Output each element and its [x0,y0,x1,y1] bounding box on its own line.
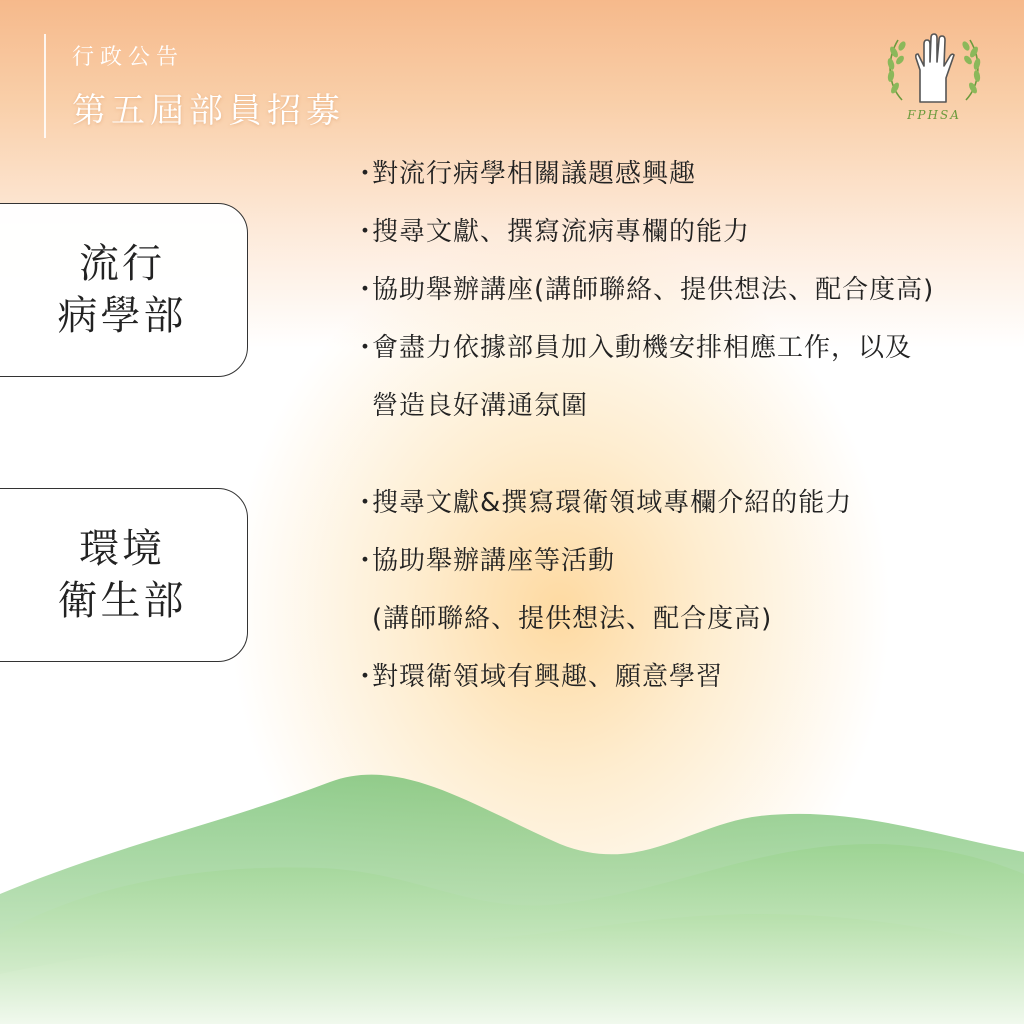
dept-environmental-name [47,523,197,627]
list-item: ・搜尋文獻、撰寫流病專欄的能力 [352,217,751,247]
page-title: 第五屆部員招募 [72,91,345,131]
list-item: ・協助舉辦講座等活動 [352,546,616,576]
dept-name-line1: 流行 [79,241,165,287]
logo [880,30,988,130]
dept-name-line1: 環境 [79,526,165,572]
list-item: 營造良好溝通氛圍 [372,391,589,421]
green-hills [0,764,1024,1024]
dept-name-line2: 衛生部 [57,578,187,624]
dept-epidemiology-name [47,238,197,342]
header [44,34,345,138]
dept-environmental-list [352,474,852,706]
list-item: ・對流行病學相關議題感興趣 [352,159,697,189]
list-item: (講師聯絡、提供想法、配合度高) [372,604,773,634]
list-item: ・對環衛領域有興趣、願意學習 [352,662,724,692]
dept-environmental-box [0,488,248,662]
list-item: ・會盡力依據部員加入動機安排相應工作，以及 [352,333,913,363]
dept-name-line2: 病學部 [57,293,187,339]
list-item: ・協助舉辦講座(講師聯絡、提供想法、配合度高) [352,275,935,305]
logo-text: FPHSA [907,108,961,122]
dept-epidemiology-box [0,203,248,377]
dept-epidemiology-list [352,145,934,435]
list-item: ・搜尋文獻&撰寫環衛領域專欄介紹的能力 [352,488,853,518]
header-subtitle: 行政公告 [72,45,185,70]
hand-laurel-icon [880,30,988,110]
